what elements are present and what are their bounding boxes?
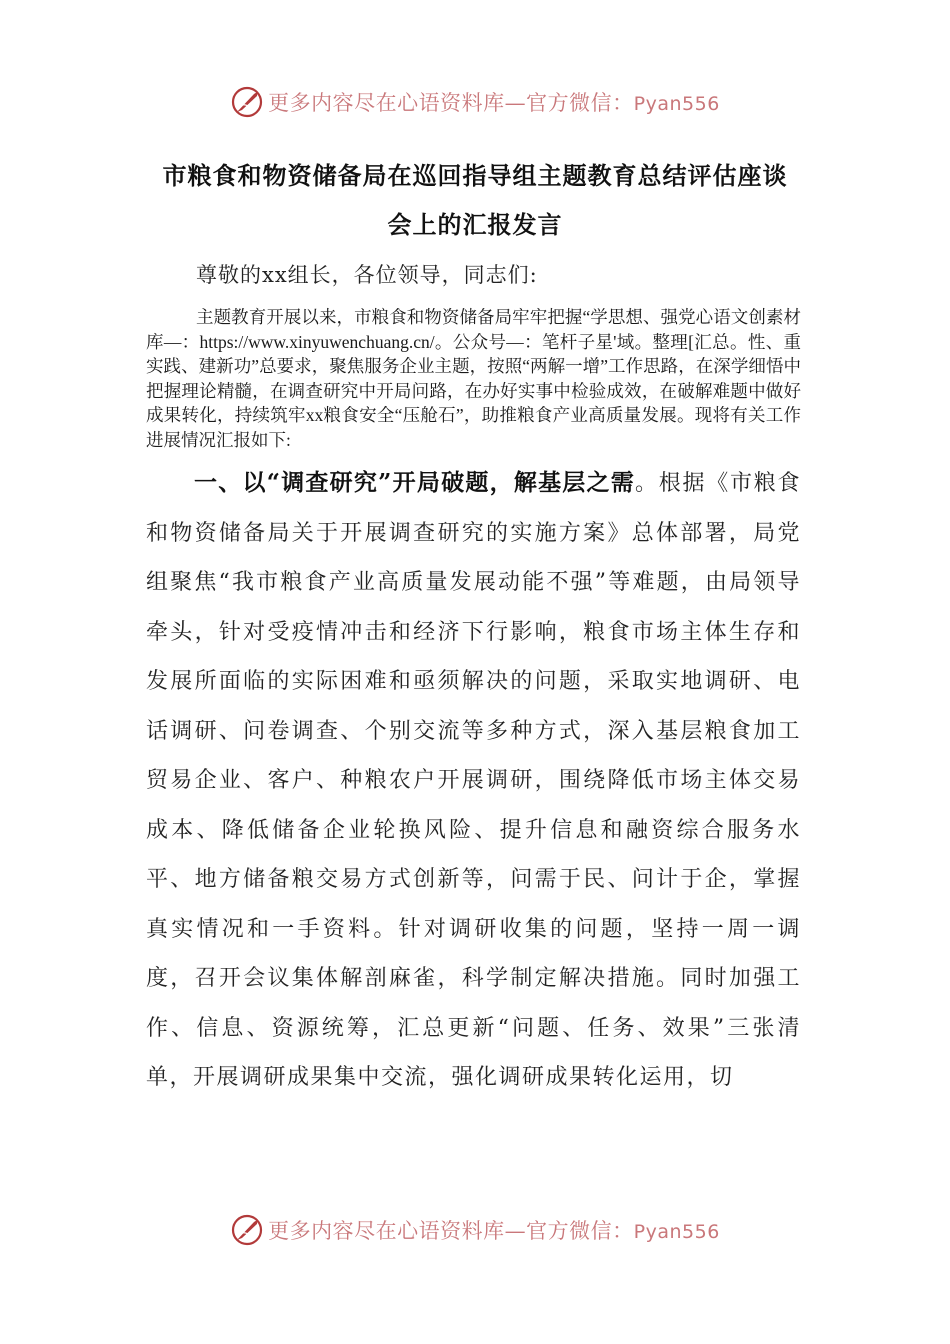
salutation: 尊敬的xx组长，各位领导，同志们:: [196, 263, 538, 287]
watermark-banner-bottom: [0, 1210, 950, 1250]
document-title-line2: 会上的汇报发言: [387, 210, 563, 239]
section1-text: 。根据《市粮食和物资储备局关于开展调查研究的实施方案》总体部署，局党组聚焦“我市粮食产业高质量发展动能不强”等难题，由局领导牵头，针对受疫情冲击和经济下行影响，粮食市场主体生存和发展所面临的实际困难和亟须解决的问题，采取实地调研、电话调研、问卷调查、个别交流等多种方式，深入基层粮食加工贸易企业、客户、种粮农户开展调研，围绕降低市场主体交易成本、降低储备企业轮换风险、提升信息和融资综合服务水平、地方储备粮交易方式创新等，问需于民、问计于企，掌握真实情况和一手资料。针对调研收集的问题，坚持一周一调度，召开会议集体解剖麻雀，科学制定解决措施。同时加强工作、信息、资源统筹，汇总更新“问题、任务、效果”三张清单，开展调研成果集中交流，强化调研成果转化运用，切: [146, 471, 801, 1090]
section1-paragraph: [146, 458, 801, 1103]
document-title-line1: 市粮食和物资储备局在巡回指导组主题教育总结评估座谈: [162, 161, 788, 190]
quill-logo-icon: [230, 1213, 264, 1247]
watermark-text: 更多内容尽在心语资料库—官方微信：Pyan556: [268, 1219, 720, 1243]
watermark-handle: Pyan556: [633, 93, 720, 115]
watermark-banner-top: [0, 82, 950, 122]
intro-paragraph: 主题教育开展以来，市粮食和物资储备局牢牢把握“学思想、强党心语文创素材库—：https://www.xinyuwenchuang.cn/。公众号—：笔杆子星'域。整理[汇总。性、重实践、建新功”总要求，聚焦服务企业主题，按照“两解一增”工作思路，在深学细悟中把握理论精髓，在调查研究中开局问路，在办好实事中检验成效，在破解难题中做好成果转化，持续筑牢xx粮食安全“压舱石”，助推粮食产业高质量发展。现将有关工作进展情况汇报如下:: [146, 307, 801, 450]
quill-logo-icon: [230, 85, 264, 119]
watermark-handle: Pyan556: [633, 1221, 720, 1243]
watermark-text: 更多内容尽在心语资料库—官方微信：Pyan556: [268, 91, 720, 115]
section1-heading: 一、以“调查研究”开局破题，解基层之需: [194, 469, 636, 496]
